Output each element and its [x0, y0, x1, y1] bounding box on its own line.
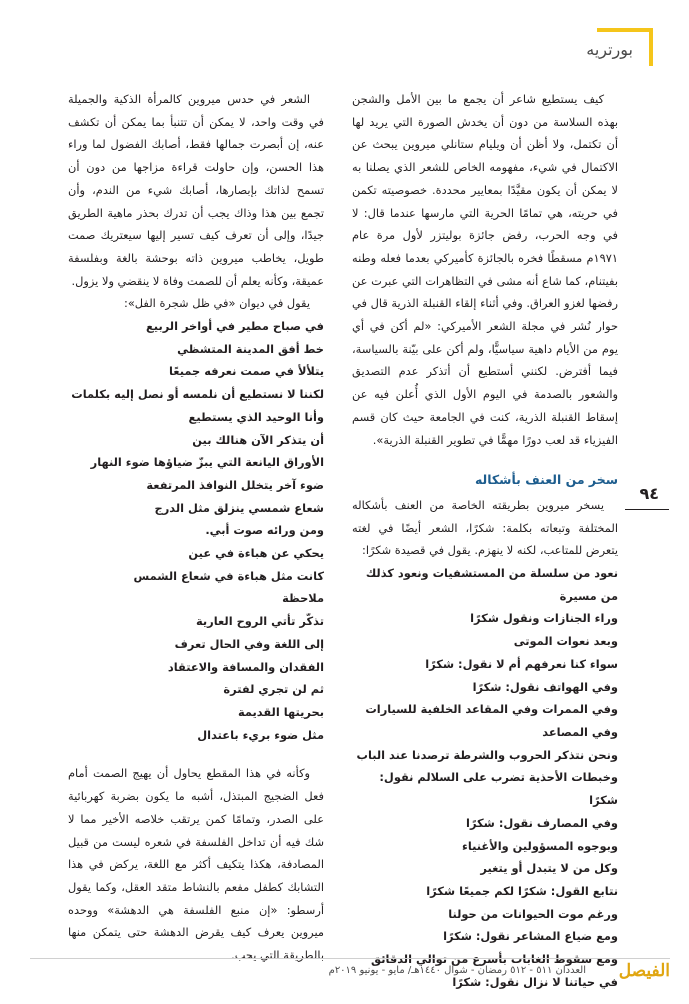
poem-line: ومع ضياع المشاعر نقول: شكرًا [443, 929, 618, 944]
right-column [352, 88, 618, 993]
poem-line: إلى اللغة وفي الحال تعرف [174, 636, 324, 651]
poem-line: ومن ورائه صوت أبي. [205, 523, 324, 538]
right-paragraph-1: كيف يستطيع شاعر أن يجمع ما بين الأمل والشجن بهذه السلاسة من دون أن يخدش الصورة التي يريد لها أن تكتمل، ولا أظن أن ويليام ستانلي ميروين يبحث عن الاكتمال في شيء، مفهومه الخاص للشعر الذي يصلنا به لا يمكن أن يكون مقيَّدًا بمعايير محددة. خصوصيته تكمن في حريته، هي تمامًا الحرية التي مارسها عندما قال: لا في وجه الحرب، رفض جائزة بوليتزر لأول مرة عام ١٩٧١م مسقطًا فخره بالجائزة كأميركي بعدما فعله وطنه بفيتنام، كما شاع أنه مشى في التظاهرات التي عبرت عن رفضها لغزو العراق. وفي أثناء إلقاء القنبلة الذرية قال في حوار نُشر في مجلة الشعر الأميركي: «لم أكن في أي يوم من الأيام داهية سياسيًّا، ولم أكن على بيّنة بالسياسة، فيما أفترض. لكنني أستطيع أن أتذكر عدم التصديق والشعور بالصدمة في اليوم الأول الذي أُعلن فيه عن إسقاط القنبلة الذرية، كنت في الجامعة حيث كان قسم الفيزياء قد لعب دورًا مهمًّا في تطوير القنبلة الذرية». [352, 92, 618, 447]
poem-line: الأوراق اليانعة التي يبزّ ضياؤها ضوء النهار [90, 455, 324, 470]
poem-line: ومع سقوط الغابات بأسرع من توالي الدقائق [370, 952, 618, 967]
thanks-poem [352, 562, 618, 993]
left-paragraph-2: وكأنه في هذا المقطع يحاول أن يهيج الصمت أمام فعل الضجيج المبتذل، أشبه ما يكون بضربة كهربائية على الصدر، وتمامًا كمن يرتقب خلاصه الأخير مما لا شك فيه أن تداخل الفلسفة في شعره ليست من قبيل المصادفة، هكذا يتكيف أكثر مع اللغة، يركض في هذا التشابك كطفل مفعم بالنشاط متقد العقل، وكما يقول أرسطو: «إن منبع الفلسفة هي الدهشة» ووحده ميروين يعرف كيف يقرض الدهشة حتى يتمكن منها بالطريقة التي يحب. [68, 766, 324, 963]
page-number-rule [625, 509, 669, 510]
poem-intro: يقول في ديوان «في ظل شجرة الفل»: [124, 296, 310, 311]
right-paragraph-2: يسخر ميروين بطريقته الخاصة من العنف بأشكاله المختلفة وتبعاته بكلمة: شكرًا، الشعر أيضًا في لغته يتعرض للمتاعب، لكنه لا ينهزم. يقول في قصيدة شكرًا: [352, 497, 618, 558]
poem-line: وأنا الوحيد الذي يستطيع [188, 409, 324, 424]
magazine-logo: الفيصل [618, 961, 670, 981]
poem-line: وراء الجنازات ونقول شكرًا [470, 611, 618, 626]
poem-line: في صباح مطير في أواخر الربيع [146, 319, 324, 334]
poem-line: شعاع شمسي ينزلق مثل الدرج [154, 500, 324, 515]
poem-line: وكل من لا يتبدل أو يتغير [480, 861, 618, 876]
issue-info: العددان ٥١١ - ٥١٢ رمضان - شوال ١٤٤٠هـ/ مايو - يونيو ٢٠١٩م [328, 965, 586, 976]
poem-line: كانت مثل هباءة في شعاع الشمس [133, 568, 324, 583]
poem-line: يتلألأ في صمت نعرفه جميعًا [169, 364, 324, 379]
poem-line: خط أفق المدينة المتشظي [177, 341, 324, 356]
page-number: ٩٤ [639, 484, 659, 503]
subheading: سخر من العنف بأشكاله [474, 472, 618, 488]
poem-line: مثل ضوء بريء باعتدال [197, 727, 324, 742]
poem-line: ورغم موت الحيوانات من حولنا [448, 906, 618, 921]
poem-line: وبوجوه المسؤولين والأغنياء [462, 838, 618, 853]
poem-line: بحريتها القديمة [237, 704, 324, 719]
page-footer [30, 958, 670, 985]
poem-line: ونحن نتذكر الحروب والشرطة ترصدنا عند الباب [356, 747, 618, 762]
left-paragraph-1: الشعر في حدس ميروين كالمرأة الذكية والجميلة في وقت واحد، لا يمكن أن تتنبأ بما يمكن أن تكشف عنه، إن أبصرت جمالها فقط، أصابك الفضول لما وراء هذا الحسن، وإن حاولت قراءة مزاجها من دون أن تسمح لذاتك بإبصارها، أصابك شيء من الندم، وأن تجمع بين هذا وذاك يجب أن تدرك بحذر ماهية الطريق جيدًا، وإلى أن تعرف كيف تسير إليها سيعتريك صمت طويل، يخاطب ميروين ذاته بوحشة بالغة وبفلسفة عميقة، وكأنه يعلم أن للصمت وفاة لا ينقضي ولا يزول. [68, 92, 324, 288]
poem-line: ضوء آخر يتخلل النوافذ المرتفعة [146, 477, 324, 492]
poem-line: الفقدان والمسافة والاعتقاد [167, 659, 324, 674]
poem-line: أن يتذكر الآن هنالك بين [192, 432, 324, 447]
section-title: بورتريه [586, 40, 633, 59]
left-column [68, 88, 324, 967]
poem-line: وفي الهواتف نقول: شكرًا [472, 679, 618, 694]
poem-line: وفي المصارف نقول: شكرًا [466, 815, 618, 830]
poem-line: وخبطات الأحذية تضرب على السلالم نقول: شكرًا [379, 770, 618, 808]
magnolia-poem [68, 315, 324, 746]
poem-line: يحكي عن هباءة في عين [188, 546, 324, 561]
poem-line: سواء كنا نعرفهم أم لا نقول: شكرًا [425, 656, 618, 671]
poem-line: وفي الممرات وفي المقاعد الخلفية للسيارات وفي المصاعد [365, 702, 618, 739]
poem-line: في حياتنا لا نزال نقول: شكرًا [452, 974, 618, 989]
spacer [68, 746, 324, 762]
poem-line: نتابع القول: شكرًا لكم جميعًا شكرًا [426, 883, 618, 898]
poem-line: نعود من سلسلة من المستشفيات ونعود كذلك من مسيرة [365, 566, 618, 603]
poem-line: تذكّر تأتي الروح العارية [195, 614, 324, 629]
poem-line: ثم لن تجري لفترة [223, 682, 324, 697]
poem-line: ملاحظة [282, 591, 324, 606]
poem-line: وبعد نعوات الموتى [513, 634, 618, 649]
poem-line: لكننا لا نستطيع أن نلمسه أو نصل إليه بكلمات [71, 387, 324, 402]
